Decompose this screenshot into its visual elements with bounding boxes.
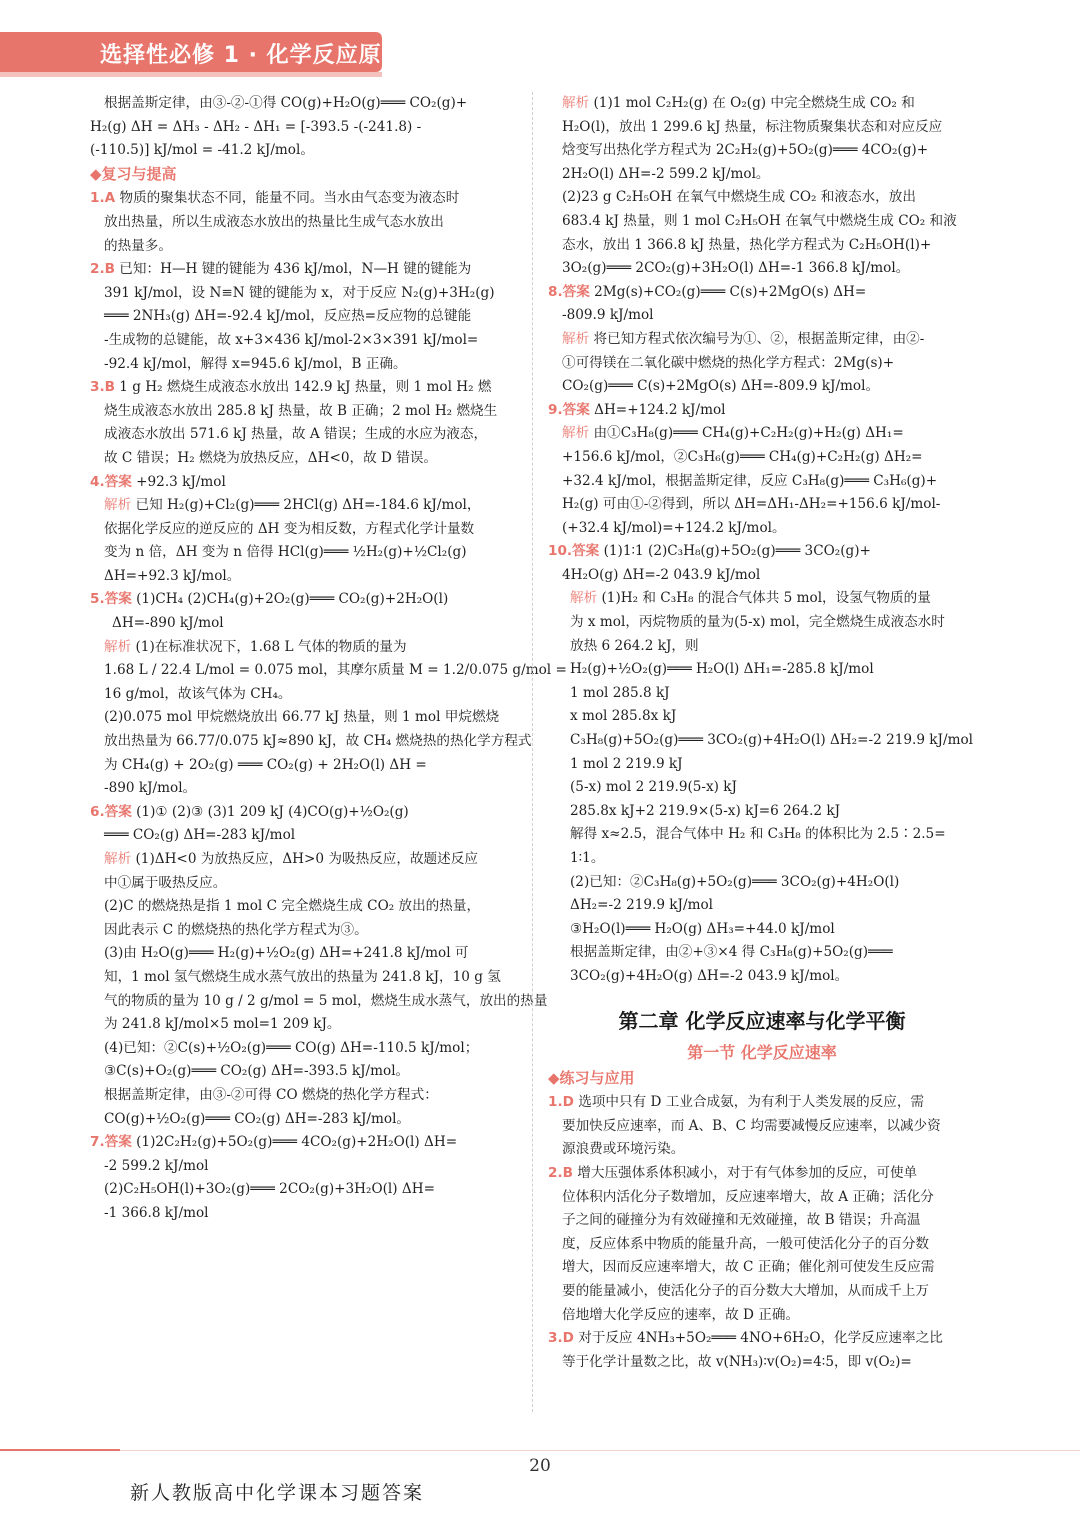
answer-number: 3.B [90,379,115,396]
footer-accent-line [0,1449,120,1451]
line-text: +32.4 kJ/mol，根据盖斯定律，反应 C₃H₈(g)═══ C₃H₆(g)+ [562,472,938,489]
line-text: 子之间的碰撞分为有效碰撞和无效碰撞，故 B 错误；升高温 [562,1212,921,1229]
line-text: ═══ CO₂(g) ΔH=-283 kJ/mol [104,827,296,844]
analysis-label: 解析 [104,497,132,514]
text-line [90,777,518,801]
text-line [548,517,976,541]
line-text: 2Mg(s)+CO₂(g)═══ C(s)+2MgO(s) ΔH= [589,283,867,300]
text-line [548,399,976,423]
text-line [90,235,518,259]
text-line [90,659,567,683]
line-text: -2 599.2 kJ/mol [104,1157,209,1174]
line-text: (1)1∶1 (2)C₃H₈(g)+5O₂(g)═══ 3CO₂(g)+ [599,543,871,560]
text-line [548,1233,976,1257]
text-line [90,447,518,471]
line-text: ③C(s)+O₂(g)═══ CO₂(g) ΔH=-393.5 kJ/mol。 [104,1063,410,1080]
text-line [548,1304,976,1328]
line-text: (2)已知：②C₃H₈(g)+5O₂(g)═══ 3CO₂(g)+4H₂O(l) [570,873,900,890]
line-text: 为 x mol，丙烷物质的量为(5-x) mol，完全燃烧生成液态水时 [570,614,945,631]
text-line [90,305,518,329]
line-text: -1 366.8 kJ/mol [104,1204,209,1221]
text-line [90,187,518,211]
section-heading-text: ◆复习与提高 [90,164,177,183]
text-line [548,611,976,635]
text-line [90,588,518,612]
line-text: 1.68 L / 22.4 L/mol = 0.075 mol，其摩尔质量 M = 1.2/0.075 g/mol = [104,662,567,679]
line-text: 要加快反应速率，而 A、B、C 均需要减慢反应速率，以减少资 [562,1117,941,1134]
text-line [90,494,518,518]
text-line [90,872,518,896]
text-line [548,493,976,517]
text-line [548,635,976,659]
line-text: 1 g H₂ 燃烧生成液态水放出 142.9 kJ 热量，则 1 mol H₂ 燃 [114,379,492,396]
text-line [90,565,518,589]
line-text: ΔH=-890 kJ/mol [112,615,224,632]
line-text: -生成物的总键能，故 x+3×436 kJ/mol-2×3×391 kJ/mol= [104,331,479,348]
text-line [548,328,976,352]
text-line [548,234,976,258]
text-line [548,540,976,564]
line-text: (2)C 的燃烧热是指 1 mol C 完全燃烧生成 CO₂ 放出的热量， [104,898,481,915]
line-text: 根据盖斯定律，由②+③×4 得 C₃H₈(g)+5O₂(g)═══ [570,944,893,961]
text-line [90,423,518,447]
analysis-label: 解析 [104,638,132,655]
answer-number: 2.B [548,1164,573,1181]
text-line [548,1115,976,1139]
footer-rule [120,1450,1080,1451]
line-text: 16 g/mol，故该气体为 CH₄。 [104,685,292,702]
text-line [548,918,976,942]
line-text: 放出热量，所以生成液态水放出的热量比生成气态水放出 [104,213,444,230]
line-text: 故 C 错误；H₂ 燃烧为放热反应，ΔH<0，故 D 错误。 [104,449,438,466]
line-text: 将已知方程式依次编号为①、②，根据盖斯定律，由②- [589,330,925,347]
line-text: 683.4 kJ 热量，则 1 mol C₂H₅OH 在氧气中燃烧生成 CO₂ 和液 [562,212,957,229]
text-line [548,139,976,163]
text-line [90,1013,518,1037]
line-text: CO₂(g)═══ C(s)+2MgO(s) ΔH=-809.9 kJ/mol。 [562,378,880,395]
text-line [90,541,518,565]
line-text: 已知：H—H 键的键能为 436 kJ/mol，N—H 键的键能为 [114,261,472,278]
line-text: (1)CH₄ (2)CH₄(g)+2O₂(g)═══ CO₂(g)+2H₂O(l) [131,591,449,608]
line-text: (1)H₂ 和 C₃H₈ 的混合气体共 5 mol，设氢气物质的量 [597,590,931,607]
text-line [548,682,976,706]
line-text: 1 mol 285.8 kJ [570,684,670,701]
answer-number: 5.答案 [90,591,132,608]
section-heading [90,163,518,188]
line-text: (1)① (2)③ (3)1 209 kJ (4)CO(g)+½O₂(g) [131,803,409,820]
column-divider [532,92,533,1412]
text-line [90,919,518,943]
text-line [548,257,976,281]
line-text: 知，1 mol 氢气燃烧生成水蒸气放出的热量为 241.8 kJ，10 g 氢 [104,968,501,985]
line-text: -92.4 kJ/mol，解得 x=945.6 kJ/mol，B 正确。 [104,355,407,372]
line-text: 1 mol 2 219.9 kJ [570,755,683,772]
text-line [90,376,518,400]
text-line [548,116,976,140]
line-text: ΔH=+92.3 kJ/mol。 [104,567,241,584]
line-text: 成液态水放出 571.6 kJ 热量，故 A 错误；生成的水应为液态， [104,426,488,443]
line-text: 放出热量为 66.77/0.075 kJ≈890 kJ，故 CH₄ 燃烧热的热化学方程式 [104,733,532,750]
text-line [90,1060,518,1084]
line-text: ③H₂O(l)═══ H₂O(g) ΔH₃=+44.0 kJ/mol [570,920,835,937]
text-line [548,210,976,234]
line-text: 为 CH₄(g) + 2O₂(g) ═══ CO₂(g) + 2H₂O(l) ΔH = [104,756,427,773]
line-text: +92.3 kJ/mol [131,473,226,490]
text-line [90,895,518,919]
line-text: 选项中只有 D 工业合成氨，为有利于人类发展的反应，需 [573,1094,925,1111]
analysis-label: 解析 [562,95,590,111]
line-text: 391 kJ/mol，设 N≡N 键的键能为 x，对于反应 N₂(g)+3H₂(g) [104,284,495,301]
line-text: 中①属于吸热反应。 [104,874,227,891]
text-line [548,1256,976,1280]
line-text: 3CO₂(g)+4H₂O(g) ΔH=-2 043.9 kJ/mol。 [570,967,849,984]
right-column [548,92,976,1374]
line-text: ΔH₂=-2 219.9 kJ/mol [570,897,713,914]
line-text: (1)在标准状况下，1.68 L 气体的物质的量为 [131,638,407,655]
line-text: C₃H₈(g)+5O₂(g)═══ 3CO₂(g)+4H₂O(l) ΔH₂=-2 219.9 kJ/mol [570,732,973,749]
text-line [90,282,518,306]
text-line [90,258,518,282]
line-text: 已知 H₂(g)+Cl₂(g)═══ 2HCl(g) ΔH=-184.6 kJ/mol， [131,497,481,514]
line-text: ①可得镁在二氧化碳中燃烧的热化学方程式：2Mg(s)+ [562,354,895,371]
text-line [548,281,976,305]
text-line [548,705,976,729]
text-line [548,1162,976,1186]
line-text: 根据盖斯定律，由③-②可得 CO 燃烧的热化学方程式： [104,1086,438,1103]
line-text: 的热量多。 [104,237,172,254]
answer-number: 7.答案 [90,1134,132,1151]
line-text: 等于化学计量数之比，故 v(NH₃)∶v(O₂)=4∶5，即 v(O₂)= [562,1353,912,1370]
text-line [548,753,976,777]
analysis-label: 解析 [562,425,590,442]
text-line [548,729,976,753]
text-line [548,965,976,989]
text-line [90,942,518,966]
line-text: +156.6 kJ/mol，②C₃H₆(g)═══ CH₄(g)+C₂H₂(g) ΔH₂= [562,448,923,465]
text-line [548,1209,976,1233]
line-text: 放热 6 264.2 kJ，则 [570,637,699,654]
text-line [548,941,976,965]
text-line [90,116,518,140]
line-text: H₂(g) ΔH = ΔH₃ - ΔH₂ - ΔH₁ = [-393.5 -(-241.8) - [90,118,422,135]
line-text: (-110.5)] kJ/mol = -41.2 kJ/mol。 [90,142,314,159]
line-text: 度，反应体系中物质的能量升高，一般可使活化分子的百分数 [562,1235,930,1252]
line-text: 因此表示 C 的燃烧热的热化学方程式为③。 [104,921,368,938]
line-text: 对于反应 4NH₃+5O₂═══ 4NO+6H₂O，化学反应速率之比 [573,1330,943,1347]
text-line [90,801,518,825]
text-line [548,1327,976,1351]
text-line [548,446,976,470]
footer-book-title: 新人教版高中化学课本习题答案 [130,1482,425,1504]
analysis-label: 解析 [562,330,590,347]
text-line [90,1131,518,1155]
line-text: 2H₂O(l) ΔH=-2 599.2 kJ/mol。 [562,165,770,182]
text-line [90,1037,518,1061]
line-text: -890 kJ/mol。 [104,780,197,797]
line-text: ═══ 2NH₃(g) ΔH=-92.4 kJ/mol，反应热=反应物的总键能 [104,308,472,325]
text-line [548,1091,976,1115]
line-text: (1)1 mol C₂H₂(g) 在 O₂(g) 中完全燃烧生成 CO₂ 和 [589,95,915,111]
line-text: 源浪费或环境污染。 [562,1141,685,1158]
text-line [90,990,548,1014]
line-text: 物质的聚集状态不同，能量不同。当水由气态变为液态时 [115,190,460,207]
text-line [548,470,976,494]
line-text: 变为 n 倍，ΔH 变为 n 倍得 HCl(g)═══ ½H₂(g)+½Cl₂(g) [104,544,467,561]
text-line [90,966,518,990]
text-line [90,754,518,778]
line-text: 增大压强体系体积减小，对于有气体参加的反应，可使单 [572,1164,918,1181]
line-text: 要的能量减小，使活化分子的百分数大大增加，从而成千上万 [562,1282,930,1299]
text-line [90,1084,518,1108]
analysis-label: 解析 [570,590,598,607]
line-text: H₂O(l)，放出 1 299.6 kJ 热量，标注物质聚集状态和对应反应 [562,118,943,135]
line-text: (+32.4 kJ/mol)=+124.2 kJ/mol。 [562,519,786,536]
text-line [90,92,518,116]
line-text: H₂(g) 可由①-②得到，所以 ΔH=ΔH₁-ΔH₂=+156.6 kJ/mol- [562,496,941,513]
line-text: (1)2C₂H₂(g)+5O₂(g)═══ 4CO₂(g)+2H₂O(l) ΔH= [131,1134,458,1151]
text-line [548,352,976,376]
line-text: (2)23 g C₂H₅OH 在氧气中燃烧生成 CO₂ 和液态水，放出 [562,189,916,206]
text-line [90,1202,518,1226]
line-text: 依据化学反应的逆反应的 ΔH 变为相反数，方程式化学计量数 [104,520,475,537]
text-line [548,871,976,895]
chapter-title: 第二章 化学反应速率与化学平衡 [618,1008,906,1033]
section-heading-text: ◆练习与应用 [548,1068,635,1087]
line-text: (4)已知：②C(s)+½O₂(g)═══ CO(g) ΔH=-110.5 kJ/mol； [104,1039,479,1056]
text-line [548,304,976,328]
section-title: 第一节 化学反应速率 [687,1042,837,1062]
line-text: 由①C₃H₈(g)═══ CH₄(g)+C₂H₂(g)+H₂(g) ΔH₁= [589,425,904,442]
text-line [548,1280,976,1304]
text-line [548,847,976,871]
line-text: CO(g)+½O₂(g)═══ CO₂(g) ΔH=-283 kJ/mol。 [104,1110,411,1127]
analysis-label: 解析 [104,851,132,867]
answer-number: 3.D [548,1330,574,1347]
line-text: H₂(g)+½O₂(g)═══ H₂O(l) ΔH₁=-285.8 kJ/mol [570,661,874,678]
line-text: -809.9 kJ/mol [562,307,654,324]
text-line [90,471,518,495]
line-text: 增大，因而反应速率增大，故 C 正确；催化剂可使发生反应需 [562,1259,935,1276]
text-line [548,186,976,210]
answer-number: 6.答案 [90,803,132,820]
line-text: 倍地增大化学反应的速率，故 D 正确。 [562,1306,800,1323]
text-line [548,375,976,399]
text-line [90,1178,518,1202]
text-line [90,706,518,730]
text-line [548,1138,976,1162]
text-line [90,518,518,542]
text-line [548,587,976,611]
line-text: (2)0.075 mol 甲烷燃烧放出 66.77 kJ 热量，则 1 mol 甲烷燃烧 [104,709,500,726]
answer-number: 1.D [548,1094,574,1111]
text-line [548,422,976,446]
text-line [90,329,518,353]
line-text: (2)C₂H₅OH(l)+3O₂(g)═══ 2CO₂(g)+3H₂O(l) ΔH= [104,1181,435,1198]
line-text: 态水，放出 1 366.8 kJ 热量，热化学方程式为 C₂H₅OH(l)+ [562,236,932,253]
section-heading [548,1067,976,1092]
text-line [548,1351,976,1375]
line-text: 1∶1。 [570,850,605,866]
answer-number: 1.A [90,190,116,207]
text-line [90,848,518,872]
answer-number: 9.答案 [548,401,590,418]
text-line [90,353,518,377]
text-line [548,564,976,588]
answer-number: 10.答案 [548,543,600,560]
text-line [90,636,518,660]
line-text: 烧生成液态水放出 285.8 kJ 热量，故 B 正确；2 mol H₂ 燃烧生 [104,402,498,419]
page-header-title: 选择性必修 1 · 化学反应原理 [100,43,405,68]
text-line [90,824,518,848]
answer-number: 2.B [90,261,115,278]
text-line [90,139,518,163]
text-line [90,683,518,707]
line-text: (1)ΔH<0 为放热反应，ΔH>0 为吸热反应，故题述反应 [131,851,478,867]
text-line [90,211,518,235]
line-text: 285.8x kJ+2 219.9×(5-x) kJ=6 264.2 kJ [570,802,841,819]
text-line [548,776,976,800]
text-line [90,1155,518,1179]
line-text: 4H₂O(g) ΔH=-2 043.9 kJ/mol [562,566,761,583]
line-text: 解得 x≈2.5，混合气体中 H₂ 和 C₃H₈ 的体积比为 2.5∶2.5= [570,826,946,843]
text-line [548,800,976,824]
line-text: ΔH=+124.2 kJ/mol [589,401,726,418]
line-text: x mol 285.8x kJ [570,708,677,725]
text-line [548,163,976,187]
text-line [548,1186,976,1210]
line-text: 焓变写出热化学方程式为 2C₂H₂(g)+5O₂(g)═══ 4CO₂(g)+ [562,142,929,159]
text-line [548,823,976,847]
line-text: 位体积内活化分子数增加，反应速率增大，故 A 正确；活化分 [562,1188,934,1205]
text-line [90,1108,518,1132]
line-text: 气的物质的量为 10 g / 2 g/mol = 5 mol，燃烧生成水蒸气，放出的热量 [104,992,548,1009]
text-line [90,730,532,754]
line-text: (5-x) mol 2 219.9(5-x) kJ [570,779,737,796]
page-number: 20 [529,1456,551,1476]
answer-number: 4.答案 [90,473,132,490]
text-line [90,612,518,636]
text-line [90,400,518,424]
text-line [548,658,976,682]
line-text: 根据盖斯定律，由③-②-①得 CO(g)+H₂O(g)═══ CO₂(g)+ [104,95,468,111]
text-line [548,92,976,116]
answer-number: 8.答案 [548,283,590,300]
line-text: 3O₂(g)═══ 2CO₂(g)+3H₂O(l) ΔH=-1 366.8 kJ/mol。 [562,260,910,277]
text-line [548,894,976,918]
line-text: (3)由 H₂O(g)═══ H₂(g)+½O₂(g) ΔH=+241.8 kJ/mol 可 [104,945,469,962]
line-text: 为 241.8 kJ/mol×5 mol=1 209 kJ。 [104,1016,341,1033]
